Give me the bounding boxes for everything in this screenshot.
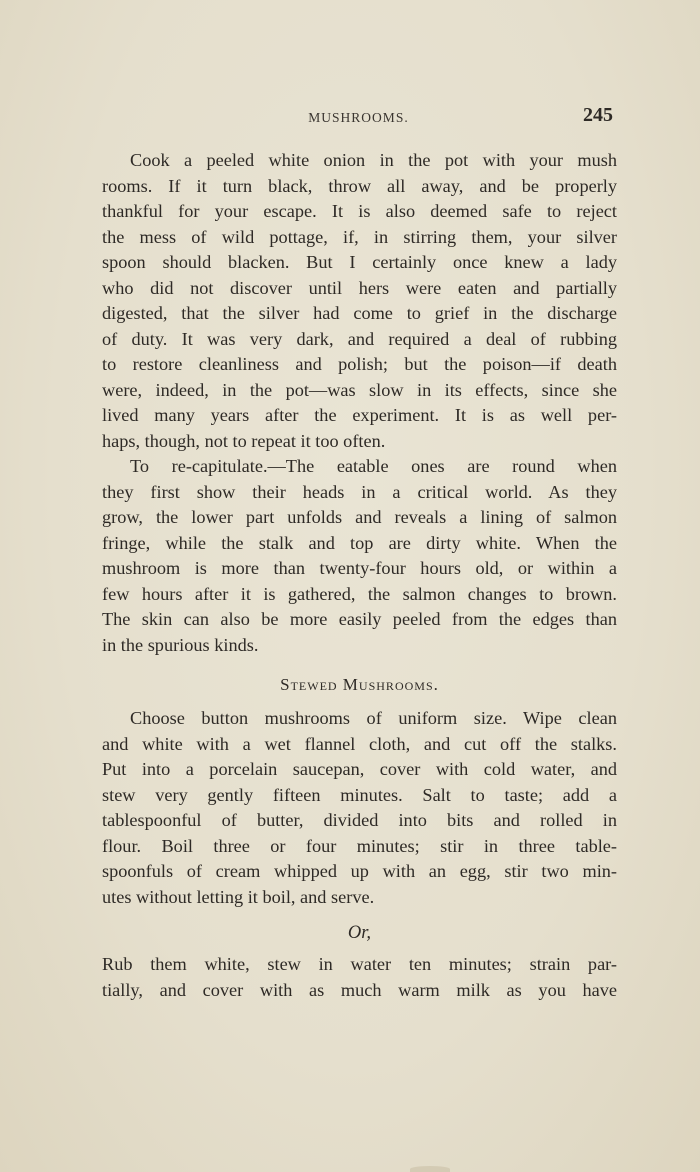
text-line: digested, that the silver had come to grief in the discharge	[102, 303, 617, 323]
text-line: spoon should blacken. But I certainly once knew a lady	[102, 252, 617, 272]
paragraph-alternative-recipe	[102, 952, 617, 1003]
text-line: utes without letting it boil, and serve.	[102, 886, 375, 907]
section-heading: Stewed Mushrooms.	[280, 675, 439, 694]
text-line: haps, though, not to repeat it too often.	[102, 430, 386, 451]
text-line: thankful for your escape. It is also deemed safe to reject	[102, 201, 617, 221]
alternative-label: Or,	[347, 923, 372, 943]
text-line: Rub them white, stew in water ten minutes; strain par-	[102, 954, 617, 974]
text-line: The skin can also be more easily peeled from the edges than	[102, 609, 617, 629]
text-line: were, indeed, in the pot—was slow in its effects, since she	[102, 379, 617, 400]
body-text	[102, 148, 617, 1003]
text-line: Put into a porcelain saucepan, cover with cold water, and	[102, 759, 617, 779]
running-head	[100, 104, 617, 134]
text-line: they first show their heads in a critical world. As they	[102, 481, 617, 502]
page-number: 245	[583, 104, 613, 126]
text-line: mushroom is more than twenty-four hours old, or within a	[102, 558, 617, 578]
text-line: who did not discover until hers were eaten and partially	[102, 277, 617, 298]
text-line: of duty. It was very dark, and required a deal of rubbing	[102, 328, 617, 349]
text-line: spoonfuls of cream whipped up with an egg, stir two min-	[102, 861, 617, 881]
text-line: fringe, while the stalk and top are dirty white. When the	[102, 532, 617, 553]
text-line: flour. Boil three or four minutes; stir in three table-	[102, 835, 617, 856]
text-line: To re-capitulate.—The eatable ones are round when	[130, 456, 617, 476]
text-line: few hours after it is gathered, the salmon changes to brown.	[102, 583, 617, 604]
paragraph-stewed-recipe	[102, 706, 617, 910]
text-line: stew very gently fifteen minutes. Salt to taste; add a	[102, 784, 617, 805]
text-line: lived many years after the experiment. It is as well per-	[102, 405, 617, 425]
text-line: tially, and cover with as much warm milk as you have	[102, 979, 617, 1000]
paragraph-recapitulate	[102, 454, 617, 658]
text-line: in the spurious kinds.	[102, 634, 259, 655]
paragraph-onion-test	[102, 148, 617, 454]
text-line: rooms. If it turn black, throw all away, and be properly	[102, 175, 617, 196]
text-line: tablespoonful of butter, divided into bits and rolled in	[102, 810, 617, 830]
text-line: and white with a wet flannel cloth, and cut off the stalks.	[102, 733, 617, 754]
running-title: MUSHROOMS.	[308, 110, 409, 125]
text-line: Cook a peeled white onion in the pot with your mush	[130, 150, 617, 170]
text-line: the mess of wild pottage, if, in stirring them, your silver	[102, 226, 617, 247]
text-line: Choose button mushrooms of uniform size. Wipe clean	[130, 708, 617, 728]
text-line: to restore cleanliness and polish; but the poison—if death	[102, 354, 617, 374]
text-line: grow, the lower part unfolds and reveals a lining of salmon	[102, 507, 617, 527]
paper-smudge	[410, 1166, 450, 1172]
